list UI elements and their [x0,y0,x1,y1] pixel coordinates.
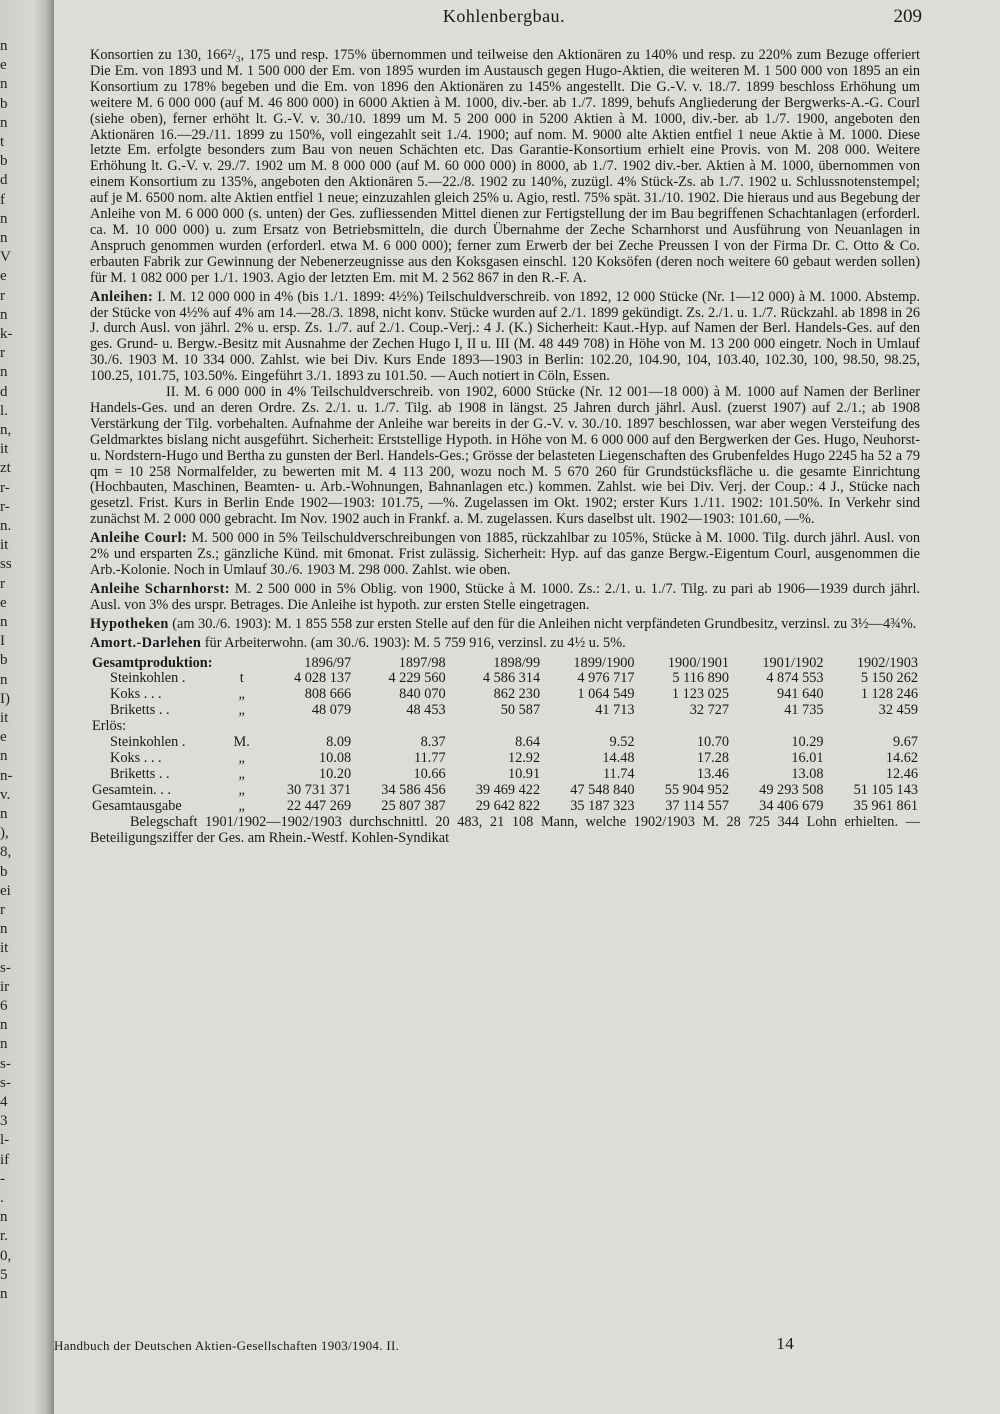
page-number: 209 [893,6,922,27]
value-cell: 35 961 861 [853,797,918,814]
value-cell: 17.28 [696,749,730,766]
year-header: 1898/99 [493,654,541,671]
value-cell: 30 731 371 [286,781,352,798]
erloes-label: Erlös: [92,718,127,735]
year-header: 1899/1900 [573,654,635,671]
gutter-fragment: b [0,153,8,170]
gutter-fragment: n [0,748,8,765]
value-cell: 941 640 [777,686,824,703]
erloes-row [90,719,920,735]
gutter-fragment: n, [0,422,12,438]
page-title: Kohlenbergbau. [442,6,566,26]
value-cell: 4 874 553 [766,670,824,687]
gutter-fragment: 6 [0,998,8,1014]
value-cell: 34 586 456 [381,781,446,798]
value-cell: 8.09 [326,734,352,751]
gutter-fragment: s- [0,959,11,976]
year-header: 1896/97 [304,654,352,671]
year-header: 1902/1903 [856,654,918,671]
year-header: 1897/98 [398,654,446,671]
anleihen-section [90,290,920,385]
value-cell: 35 187 323 [570,797,635,814]
darlehen-text: für Arbeiterwohn. (am 30./6. 1903): M. 5 759 916, verzinsl. zu 4½ u. 5%. [201,634,626,651]
row-label: Briketts . . [110,702,170,719]
gutter-fragment: d [0,172,8,189]
row-label: Steinkohlen . [110,670,186,687]
table-row [90,703,920,719]
gutter-fragment: 5 [0,1266,8,1283]
gutter-fragment: n [0,76,8,93]
gutter-fragment: 4 [0,1094,8,1110]
gutter-fragment: n [0,38,8,54]
signature-mark: 14 [776,1334,794,1353]
value-cell: 22 447 269 [286,797,352,814]
value-cell: 8.64 [515,734,541,751]
table-row [90,671,920,687]
value-cell: 4 229 560 [388,670,446,687]
hypotheken-section [90,617,920,633]
gutter-fragment: n [0,1286,8,1302]
table-row [90,799,920,815]
value-cell: 862 230 [493,686,541,703]
gutter-fragment: n [0,671,8,688]
value-cell: 25 807 387 [381,797,446,814]
row-unit: t [239,670,244,687]
gutter-fragment: ss [0,556,12,573]
value-cell: 4 586 314 [482,670,541,687]
gutter-fragment: n [0,1036,8,1053]
value-cell: 48 079 [311,702,352,719]
gutter-fragment: n [0,921,8,938]
value-cell: 48 453 [406,702,446,719]
page-body [90,48,920,846]
value-cell: 808 666 [304,686,352,703]
anleihen-label: Anleihen: [90,288,154,305]
gutter-fragment: ir [0,978,10,995]
value-cell: 4 028 137 [293,670,352,687]
row-unit: „ [238,765,245,782]
gutter-fragment: d [0,383,8,400]
gutter-fragment: n [0,1209,8,1226]
anleihen-text-1: I. M. 12 000 000 in 4% (bis 1./1. 1899: 4½%) Teilschuldverschreib. von 1892, 12 000 Stücke (Nr. 1—12 000) à M. 1000. Abstemp. der Stücke von 4½% auf 4% am 14.—28./3. 1898, nicht konv. Stücke wurden auf 2./1. 1899 gekündigt. Zs. 2./1. u. 1./7. Rückzahl. ab 1898 in 26 J. durch Ausl. von jährl. 2% u. ersp. Zs. 1./7. auf 2./1. Coup.-Verj.: 4 J. (K.) Sicherheit: Kaut.-Hyp. auf Namen der Berl. Handels-Ges. auf den ges. Grund- u. Bergw.-Besitz mit Ausnahme der Zechen Hugo I, II u. III (M. 48 449 708) in Höhe von M. 13 200 000 eingetr. Noch in Umlauf 30./6. 1903 M. 10 334 000. Zahlst. wie bei Div. Kurs Ende 1893—1903 in Berlin: 102.20, 104.90, 104, 103.40, 102.30, 100, 98.50, 98.25, 100.25, 101.75, 103.50%. Eingeführt 3./1. 1893 zu 101.50. — Auch notiert in Cöln, Essen. [90,288,920,385]
gutter-fragment: V [0,249,11,266]
year-header: 1900/1901 [667,654,730,671]
gutter-fragment: v. [0,786,11,803]
gutter-fragment: r [0,345,5,362]
gutter-fragment: n [0,114,8,131]
value-cell: 32 727 [689,702,730,719]
table-row [90,767,920,783]
gutter-fragment: n. [0,518,12,534]
value-cell: 39 469 422 [475,781,541,798]
production-label: Gesamtproduktion: [92,654,213,671]
row-label: Koks . . . [110,686,162,703]
row-unit: „ [238,749,245,766]
anleihen-ii-paragraph: II. M. 6 000 000 in 4% Teilschuldverschreib. von 1902, 6000 Stücke (Nr. 12 001—18 000) à M. 1000 auf Namen der Berliner Handels-Ges. und an deren Ordre. Zs. 2./1. u. 1./7. Tilg. ab 1908 in längst. 25 Jahren durch jährl. Ausl. (zuerst 1907) auf 2./1.; ab 1908 Verstärkung der Tilg. vorbehalten. Aufnahme der Anleihe war bereits in der G.-V. v. 30./10. 1897 beschlossen, war aber wegen Versteifung des Geldmarktes bislang nicht ausgeführt. Sicherheit: Erststellige Hypoth. in Höhe von M. 6 000 000 auf den Bergwerken der Ges. Hugo, Neuhorst- u. Nordstern-Hugo und Bertha zu gunsten der Berl. Handels-Ges.; Grösse der belasteten Liegenschaften des Grubenfeldes Hugo 2245 ha 52 a 79 qm = 10 258 Normalfelder, zu bewerten mit M. 4 113 200, wozu noch M. 5 670 260 für Grundstücksfläche u. die gesamte Einrichtung (Hochbauten, Maschinen, Beamten- u. Arb.-Wohnungen, Bahnanlagen etc.) kommen. Zahlst. wie bei Div. Verj. der Coup.: 4 J., Stücke nach gesetzl. Frist. Kurs in Berlin Ende 1902—1903: 101.75, —%. Zugelassen im Okt. 1902; erster Kurs 1./11. 1902: 101.50%. In Verkehr sind zunächst M. 2 000 000 gebracht. Im Nov. 1902 auch in Frankf. a. M. zugelassen. Kurs daselbst ult. 1902—1903: 101.60, —%. [90,384,920,528]
value-cell: 10.29 [791,734,824,751]
value-cell: 10.08 [319,749,352,766]
table-row [90,687,920,703]
gutter-fragment: n [0,806,8,822]
value-cell: 1 128 246 [860,686,918,703]
gutter-fragment: s- [0,1055,11,1072]
gutter-fragment: r [0,902,5,918]
gutter-fragment: n [0,210,8,227]
hypotheken-text: (am 30./6. 1903): M. 1 855 558 zur ersten Stelle auf den für die Anleihen nicht verpfändeten Grundbesitz, verzinsl. zu 3½—4¾%. [168,615,917,632]
production-table [90,656,920,815]
value-cell: 9.52 [609,734,635,751]
gutter-fragment: r [0,575,5,592]
row-label: Gesamtausgabe [92,797,182,814]
value-cell: 11.74 [602,765,635,782]
gutter-fragment: n [0,306,8,323]
row-label: Briketts . . [110,765,170,782]
courl-label: Anleihe Courl: [90,530,188,547]
gutter-fragment: e [0,729,7,746]
value-cell: 5 150 262 [860,670,918,687]
page-footer [54,1334,794,1358]
darlehen-section [90,636,920,652]
value-cell: 11.77 [414,749,446,766]
table-row [90,783,920,799]
gutter-fragment: . [0,1190,4,1206]
gutter-fragment: e [0,594,7,611]
courl-text: M. 500 000 in 5% Teilschuldverschreibungen von 1885, rückzahlbar zu 105%, Stücke à M. 1000. Tilg. durch jährl. Ausl. von 2% und ersparten Zs.; gänzliche Künd. mit 6monat. Frist zulässig. Sicherheit: Hyp. auf das ganze Bergw.-Eigentum Courl, ausgenommen die Arb.-Kolonie. Noch in Umlauf 30./6. 1903 M. 298 000. Zahlst. wie oben. [90,530,920,578]
gutter-fragment: e [0,268,7,285]
value-cell: 8.37 [420,734,446,751]
gutter-fragment: ), [0,825,9,842]
value-cell: 34 406 679 [759,797,824,814]
gutter-fragment: n [0,1017,8,1034]
value-cell: 49 293 508 [759,781,824,798]
table-header-row [90,656,920,672]
gutter-fragment: b [0,95,8,112]
gutter-fragment: 8, [0,844,12,861]
gutter-fragment: b [0,652,8,669]
value-cell: 9.67 [892,734,918,751]
binding-gutter [0,0,54,1414]
hypotheken-label: Hypotheken [90,615,169,632]
belegschaft-paragraph: Belegschaft 1901/1902—1902/1903 durchschnittl. 20 483, 21 108 Mann, welche 1902/1903 M. 28 725 344 Lohn erhielten. — Beteiligungsziffer der Ges. am Rhein.-Westf. Kohlen-Syndikat [90,813,920,846]
row-label: Gesamtein. . . [92,781,172,798]
value-cell: 10.20 [319,765,352,782]
row-unit: M. [233,734,250,751]
row-unit: „ [238,797,245,814]
value-cell: 51 105 143 [853,781,918,798]
gutter-fragment: it [0,710,9,726]
darlehen-label: Amort.-Darlehen [90,634,202,651]
gutter-fragment: zt [0,460,11,477]
gutter-fragment: it [0,441,9,458]
gutter-fragment: n [0,230,8,246]
scharnhorst-label: Anleihe Scharnhorst: [90,580,230,597]
gutter-fragment: f [0,191,5,208]
gutter-fragment: r- [0,498,10,515]
gutter-fragment: r [0,287,5,304]
value-cell: 12.92 [507,749,541,766]
gutter-fragment: b [0,863,8,880]
row-unit: „ [238,686,245,703]
gutter-fragment: s- [0,1074,11,1091]
value-cell: 29 642 822 [475,797,541,814]
row-label: Steinkohlen . [110,734,186,751]
table-row [90,735,920,751]
value-cell: 50 587 [500,702,541,719]
gutter-fragment: e [0,57,7,74]
scharnhorst-section [90,582,920,614]
gutter-fragment: 0, [0,1247,12,1264]
value-cell: 16.01 [791,749,824,766]
value-cell: 4 976 717 [577,670,635,687]
courl-section [90,531,920,579]
gutter-fragment: k- [0,326,13,342]
value-cell: 10.70 [696,734,730,751]
gutter-fragment: it [0,940,9,957]
gutter-fragment: ei [0,882,11,899]
running-head [78,6,930,32]
value-cell: 13.46 [696,765,730,782]
value-cell: 37 114 557 [665,797,730,814]
gutter-fragment: n [0,614,8,630]
footer-title: Handbuch der Deutschen Aktien-Gesellschaften 1903/1904. II. [54,1338,400,1353]
scharnhorst-text: M. 2 500 000 in 5% Oblig. von 1900, Stücke à M. 1000. Zs.: 2./1. u. 1./7. Tilg. zu pari ab 1906—1939 durch jährl. Ausl. von 3% des urspr. Betrages. Die Anleihe ist hypoth. zur ersten Stelle eingetragen. [90,580,920,613]
gutter-fragment: l- [0,1132,10,1149]
value-cell: 13.08 [791,765,824,782]
gutter-fragment: n- [0,767,13,784]
value-cell: 1 123 025 [671,686,730,703]
value-cell: 41 713 [595,702,635,719]
value-cell: 10.91 [507,765,541,782]
table-row [90,751,920,767]
gutter-fragment: if [0,1151,10,1168]
gutter-fragment: I [0,633,5,650]
gutter-fragment: l. [0,402,8,419]
gutter-fragment: n [0,364,8,381]
gutter-fragment: - [0,1170,5,1187]
value-cell: 1 064 549 [577,686,635,703]
value-cell: 12.46 [885,765,918,782]
gutter-fragment: I) [0,690,10,707]
gutter-fragment: t [0,134,5,150]
value-cell: 55 904 952 [664,781,730,798]
value-cell: 840 070 [399,686,446,703]
row-label: Koks . . . [110,749,162,766]
gutter-fragment: r. [0,1228,8,1245]
intro-paragraph: Konsortien zu 130, 166²/₃, 175 und resp. 175% übernommen und teilweise den Aktionären zu 140% und resp. zu 220% zum Bezuge offeriert Die Em. von 1893 und M. 1 500 000 der Em. von 1895 wurden im Austausch gegen Hugo-Aktien, die weiteren M. 1 500 000 von 1895 an ein Konsortium zu 178% begeben und die Em. von 1896 den Aktionären zu 145% angestellt. Die G.-V. v. 18./7. 1899 beschloss Erhöhung um weitere M. 6 000 000 (auf M. 46 800 000) in 6000 Aktien à M. 1000, div.-ber. ab 1./7. 1899, behufs Angliederung der Bergwerks-A.-G. Courl (siehe oben), ferner erhöht lt. G.-V. v. 30./10. 1899 um M. 5 200 000 in 5200 Aktien à M. 1000, div.-ber. ab 1./7. 1900, angeboten den Aktionären 16.—29./11. 1899 zu 150%, voll eingezahlt seit 1./4. 1900; auf nom. M. 9000 alte Aktien entfiel 1 neue Aktie à M. 1000. Diese letzte Em. erfolgte besonders zum Bau von neuen Schächten etc. Das Garantie-Konsortium erhielt eine Provis. von M. 208 000. Weitere Erhöhung lt. G.-V. v. 29./7. 1902 um M. 8 000 000 (auf M. 60 000 000) in 8000, ab 1./7. 1902 div.-ber. Aktien à M. 1000, übernommen von einem Konsortium zu 135%, angeboten den Aktionären 5.—22./8. 1902 zu 140%, zuzügl. 4% Stück-Zs. ab 1./7. 1902 u. Schlussnotenstempel; auf je M. 6500 nom. alte Aktien entfiel 1 neue; einzuzahlen gleich 25% u. Agio, restl. 75% spät. 31./10. 1902. Die hieraus und aus Begebung der Anleihe von M. 6 000 000 (s. unten) der Ges. zufliessenden Mittel dienen zur Fertigstellung der im Bau begriffenen Schachtanlagen (erforderl. ca. M. 10 000 000) u. zum Ersatz von Betriebsmitteln, die durch Übernahme der Zeche Scharnhorst und Ausführung von Neuanlagen in Anspruch genommen wurden (erforderl. etwa M. 6 000 000); ferner zum Erwerb der bei Zeche Preussen I von der Firma Dr. C. Otto & Co. erbauten Fabrik zur Gewinnung der Nebenerzeugnisse aus den Koksgasen einschl. 120 Koksöfen (deren noch weitere 60 gebaut werden sollen) für M. 1 082 000 per 1./1. 1903. Agio der letzten Em. mit M. 2 562 867 in den R.-F. A. [90,47,920,286]
value-cell: 10.66 [413,765,446,782]
value-cell: 41 735 [784,702,824,719]
value-cell: 5 116 890 [672,670,730,687]
document-page [78,0,930,1414]
year-header: 1901/1902 [762,654,824,671]
value-cell: 32 459 [878,702,918,719]
gutter-fragment: it [0,537,9,554]
gutter-fragment: 3 [0,1113,8,1130]
row-unit: „ [238,702,245,719]
value-cell: 14.62 [885,749,918,766]
value-cell: 14.48 [602,749,635,766]
gutter-fragment: r- [0,479,10,496]
value-cell: 47 548 840 [570,781,635,798]
row-unit: „ [238,781,245,798]
